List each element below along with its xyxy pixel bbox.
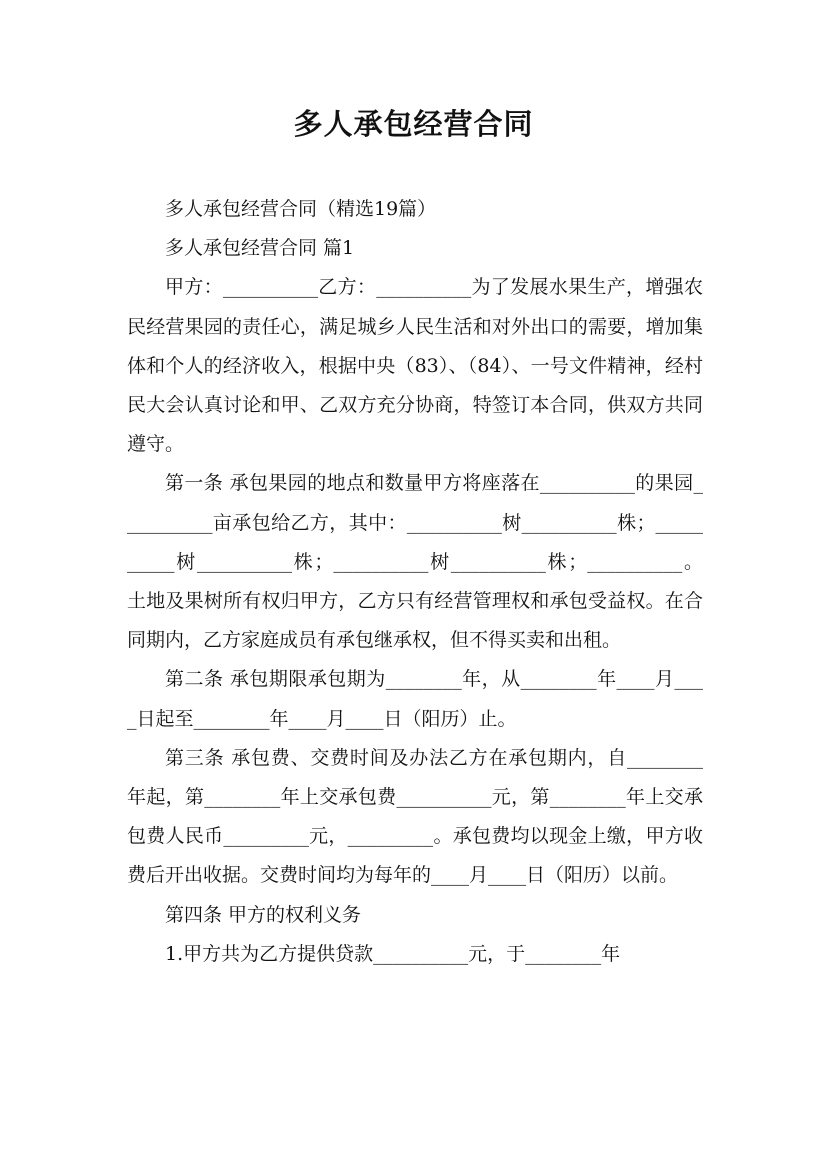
article-1-paragraph: 第一条 承包果园的地点和数量甲方将座落在__________的果园__________亩承包给乙方，其中：__________树__________株；__________树__________株；__________树__________株；__________。土地及果树所有权归甲方，乙方只有经营管理权和承包受益权。在合同期内，乙方家庭成员有承包继承权，但不得买卖和出租。 bbox=[127, 472, 703, 652]
article-4-item-1: 1.甲方共为乙方提供贷款__________元，于________年 bbox=[165, 942, 621, 965]
subtitle-paragraph: 多人承包经营合同（精选19篇） bbox=[165, 198, 437, 220]
article-4-heading: 第四条 甲方的权利义务 bbox=[165, 903, 362, 926]
article-2-paragraph: 第二条 承包期限承包期为________年，从________年____月____日起至________年____月____日（阳历）止。 bbox=[127, 668, 703, 730]
section-heading: 多人承包经营合同 篇1 bbox=[165, 237, 355, 260]
document-body bbox=[127, 190, 703, 974]
article-3-paragraph: 第三条 承包费、交费时间及办法乙方在承包期内，自________年起，第________年上交承包费__________元，第________年上交承包费人民币_________元，_________。承包费均以现金上缴，甲方收费后开出收据。交费时间均为每年的____月____日（阳历）以前。 bbox=[127, 746, 703, 887]
preamble-paragraph: 甲方：__________乙方：__________为了发展水果生产，增强农民经营果园的责任心，满足城乡人民生活和对外出口的需要，增加集体和个人的经济收入，根据中央（83）、（84）、一号文件精神，经村民大会认真讨论和甲、乙双方充分协商，特签订本合同，供双方共同遵守。 bbox=[127, 276, 703, 456]
document-title: 多人承包经营合同 bbox=[293, 107, 534, 141]
